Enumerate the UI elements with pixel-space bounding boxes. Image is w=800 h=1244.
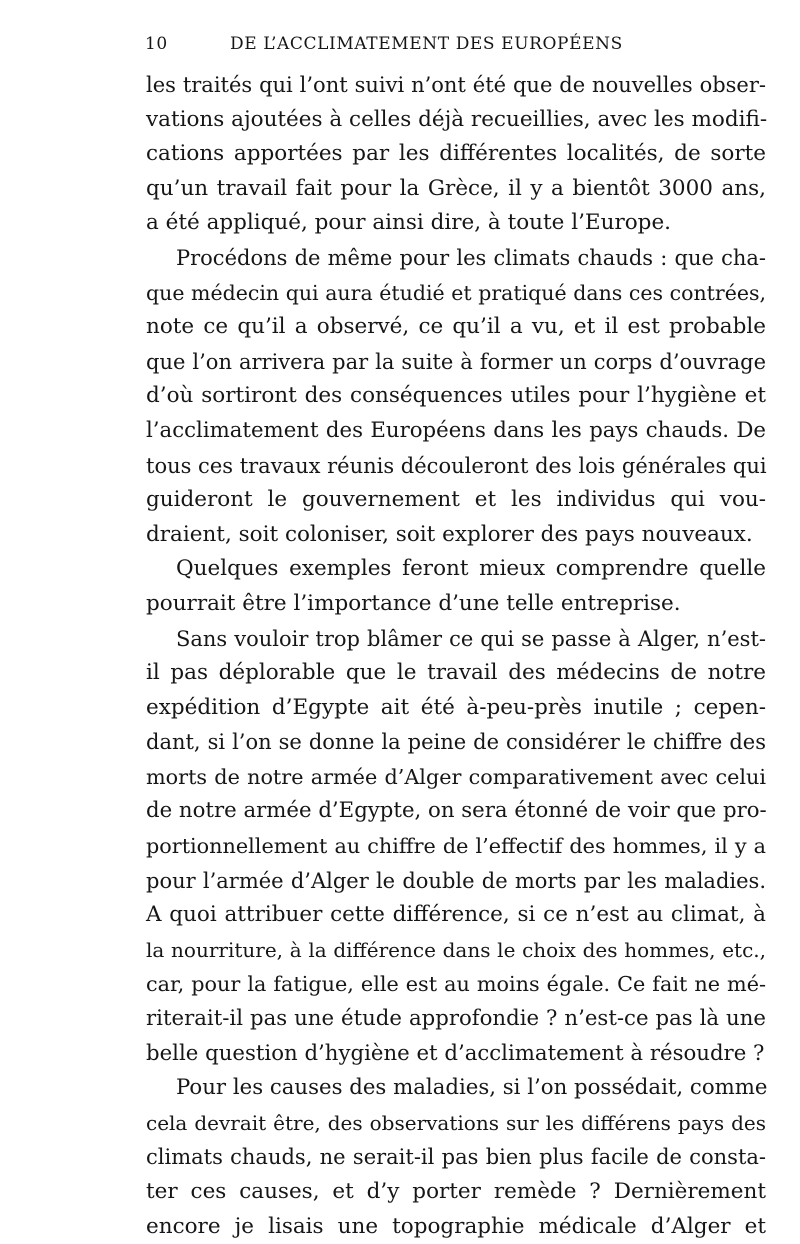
text-line: Procédons de même pour les climats chauds : que cha- (176, 245, 766, 270)
text-line: portionnellement au chiffre de l’effectif des hommes, il y a (146, 834, 766, 859)
text-line: Pour les causes des maladies, si l’on possédait, comme (176, 1075, 768, 1101)
text-line: les traités qui l’ont suivi n’ont été que de nouvelles obser- (146, 73, 766, 97)
text-line: que l’on arrivera par la suite à former un corps d’ouvrage (146, 349, 766, 374)
running-head (145, 34, 660, 58)
text-line: dant, si l’on se donne la peine de considérer le chiffre des (146, 730, 766, 755)
text-line: a été appliqué, pour ainsi dire, à toute l’Europe. (146, 210, 672, 236)
text-line: note ce qu’il a observé, ce qu’il a vu, et il est probable (146, 314, 766, 340)
text-line: vations ajoutées à celles déjà recueillies, avec les modifi- (146, 106, 768, 132)
text-line: pourrait être l’importance d’une telle entreprise. (146, 590, 681, 616)
text-line: la nourriture, à la différence dans le choix des hommes, etc., (146, 937, 766, 962)
text-line: A quoi attribuer cette différence, si ce n’est au climat, à (146, 902, 766, 928)
text-line: belle question d’hygiène et d’acclimatement à résoudre ? (146, 1040, 765, 1066)
text-line: expédition d’Egypte ait été à-peu-près inutile ; cepen- (146, 694, 766, 720)
text-line: l’acclimatement des Européens dans les pays chauds. De (146, 417, 766, 443)
text-line: draient, soit coloniser, soit explorer des pays nouveaux. (146, 521, 753, 547)
text-line: qu’un travail fait pour la Grèce, il y a bientôt 3000 ans, (146, 175, 766, 201)
page-number: 10 (145, 34, 168, 54)
text-line: riterait-il pas une étude approfondie ? n’est-ce pas là une (146, 1006, 766, 1032)
text-line: que médecin qui aura étudié et pratiqué dans ces contrées, (146, 280, 766, 305)
text-line: guideront le gouvernement et les individus qui vou- (146, 487, 766, 513)
text-line: Quelques exemples feront mieux comprendre quelle (176, 556, 766, 582)
text-line: de notre armée d’Egypte, on sera étonné de voir que pro- (146, 798, 767, 824)
text-line: tous ces travaux réunis découleront des lois générales qui (146, 453, 767, 478)
text-line: il pas déplorable que le travail des médecins de notre (146, 660, 766, 686)
text-line: Sans vouloir trop blâmer ce qui se passe à Alger, n’est- (176, 626, 766, 651)
text-line: encore je lisais une topographie médicale d’Alger et (146, 1213, 766, 1239)
text-line: morts de notre armée d’Alger comparativement avec celui (146, 764, 766, 789)
text-line: car, pour la fatigue, elle est au moins égale. Ce fait ne mé- (146, 972, 766, 997)
running-title: DE L’ACCLIMATEMENT DES EUROPÉENS (230, 34, 623, 54)
text-line: ter ces causes, et d’y porter remède ? Dernièrement (146, 1179, 766, 1204)
body-text (146, 68, 766, 1244)
text-line: cations apportées par les différentes localités, de sorte (146, 141, 766, 167)
text-line: pour l’armée d’Alger le double de morts par les maladies. (146, 868, 766, 893)
text-line: climats chauds, ne serait-il pas bien plus facile de consta- (146, 1145, 766, 1170)
text-line: cela devrait être, des observations sur les différens pays des (146, 1110, 766, 1135)
text-line: d’où sortiront des conséquences utiles pour l’hygiène et (146, 383, 766, 409)
